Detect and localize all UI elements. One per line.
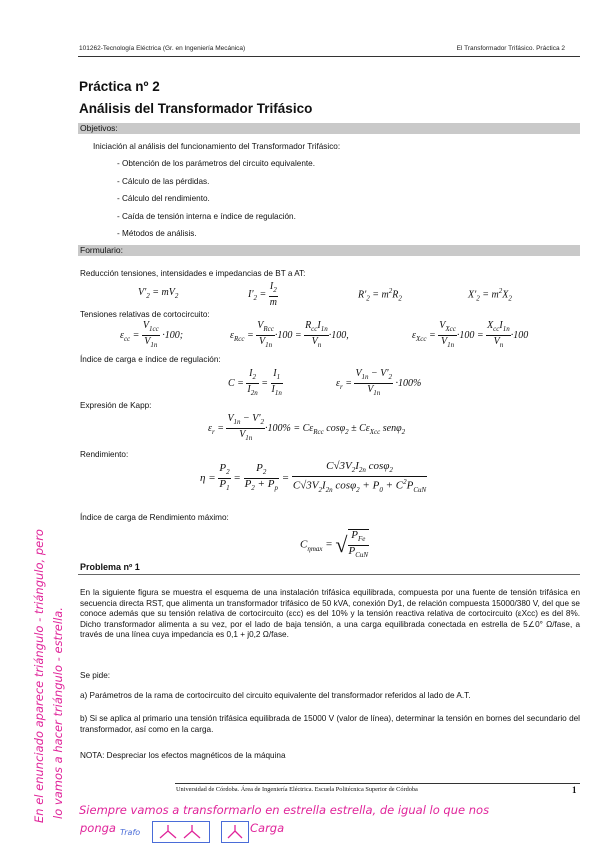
label-indice-carga: Índice de carga e índice de regulación: — [80, 355, 221, 364]
formula-cmax: $C_{\eta max}$ = √ $\frac{P_{Fe}}{P_{CuN}}$ — [300, 529, 369, 560]
objetivo-item: - Caída de tensión interna e índice de regulación. — [117, 212, 296, 221]
title-analisis: Análisis del Transformador Trifásico — [79, 101, 313, 116]
label-reduccion: Reducción tensiones, intensidades e impedancias de BT a AT: — [80, 269, 306, 278]
problema-pide: Se pide: — [80, 671, 111, 680]
label-indice-max: Índice de carga de Rendimiento máximo: — [80, 513, 229, 522]
problema-rule — [78, 574, 580, 575]
page-number: 1 — [572, 785, 577, 795]
star-load-icon — [224, 823, 246, 841]
bottom-note-line1: Siempre vamos a transformarlo en estrella estrella, de igual lo que nos — [79, 803, 490, 817]
margin-note-line1: En el enunciado aparece triángulo - triángulo, pero — [32, 529, 46, 823]
objetivo-item: - Métodos de análisis. — [117, 229, 197, 238]
objetivo-item: - Cálculo del rendimiento. — [117, 194, 210, 203]
label-kapp: Expresión de Kapp: — [80, 401, 152, 410]
bottom-note-carga: Carga — [250, 821, 285, 835]
formula-excc: $\varepsilon_{Xcc}$ = $\frac{V_{Xcc}}{V_{1n}}$ ·100 = $\frac{X_{cc}I_{1n}}{V_n}$ ·100 — [412, 320, 529, 349]
formula-kapp: $\varepsilon_r$ = $\frac{V_{1n} - V'_2}{V_{1n}}$ $\cdot 100\% = C\varepsilon_{Rcc}$ $\cos\varphi_2 \pm C\varepsilon_{Xcc}$ senφ$_2$ — [208, 413, 406, 442]
formula-r-reduction: $R'_2 = m^2R_2$ — [358, 287, 402, 303]
formula-load-index: C = $\frac{I_2}{I_{2n}}$ = $\frac{I_1}{I_{1n}}$ — [228, 368, 282, 397]
formula-efficiency: η = $\frac{P_2}{P_1}$ = $\frac{P_2}{P_2 + P_p}$ = $\frac{C√3V_2I_{2n} \cos\varphi_2}{C√3V_2I_{2n} \cos\varphi_2 + P_0 + C^2P_{CuN}}$ — [200, 460, 427, 495]
header-right: El Transformador Trifásico. Práctica 2 — [456, 45, 565, 52]
problema-nota: NOTA: Despreciar los efectos magnéticos de la máquina — [80, 751, 286, 760]
formula-ecc: $\varepsilon_{cc}$ = $\frac{V_{1cc}}{V_{1n}}$ ·100; — [120, 320, 184, 349]
problema-apartado-b: b) Si se aplica al primario una tensión trifásica equilibrada de 15000 V (valor de línea), determinar la tensión en bornes del secundario del transformador, así como en la carga. — [80, 714, 580, 734]
section-formulario: Formulario: — [78, 245, 580, 256]
formula-x-reduction: $X'_2 = m^2X_2$ — [468, 287, 512, 303]
bottom-note-ponga: ponga — [80, 821, 116, 835]
formula-v-reduction: $V'_2 = mV_2$ — [138, 287, 179, 300]
label-rendimiento: Rendimiento: — [80, 450, 129, 459]
problema-enunciado: En la siguiente figura se muestra el esquema de una instalación trifásica equilibrada, compuesta por una fuente de tensión trifásica en secuencia directa RST, que alimenta un transformador trifásico de 50 kVA, conexión Dy1, de relación compuesta 15000/380 V, del que se conoce además que su tensión relativa de cortocircuito (εcc) es del 10% y la tensión reactiva relativa de cortocircuito (εXcc) es del 8%. Dicho transformador alimenta a su vez, por el lado de baja tensión, a una carga equilibrada conectada en estrella de 5∠0° Ω/fase, a través de una línea cuya impedancia es 0,1 + j0,2 Ω/fase. — [80, 588, 580, 640]
bottom-note-trafo: Trafo — [120, 828, 141, 837]
footer-rule — [175, 783, 580, 784]
problema-apartado-a: a) Parámetros de la rama de cortocircuito del circuito equivalente del transformador referidos al lado de A.T. — [80, 691, 471, 700]
header-rule — [78, 56, 580, 57]
formula-ercc: $\varepsilon_{Rcc}$ = $\frac{V_{Rcc}}{V_{1n}}$ ·100 = $\frac{R_{cc}I_{1n}}{V_n}$ ·100, — [230, 320, 349, 349]
formula-i-reduction: $I'_2$ = $\frac{I_2}{m}$ — [248, 281, 277, 308]
section-objetivos: Objetivos: — [78, 123, 580, 134]
star-star-icon — [155, 823, 207, 841]
header-left: 101262-Tecnología Eléctrica (Gr. en Ingeniería Mecánica) — [79, 45, 246, 52]
label-tensiones-cc: Tensiones relativas de cortocircuito: — [80, 310, 210, 319]
title-practica: Práctica nº 2 — [79, 79, 160, 94]
footer-text: Universidad de Córdoba. Área de Ingeniería Eléctrica. Escuela Politécnica Superior de Córdoba — [176, 786, 418, 793]
section-problema: Problema nº 1 — [80, 562, 140, 572]
margin-note-line2: lo vamos a hacer triángulo - estrella. — [51, 607, 65, 819]
formula-regulation: $\varepsilon_r$ = $\frac{V_{1n} - V'_2}{V_{1n}}$ ·100% — [336, 368, 422, 397]
objetivos-intro: Iniciación al análisis del funcionamiento del Transformador Trifásico: — [93, 142, 341, 151]
objetivo-item: - Cálculo de las pérdidas. — [117, 177, 210, 186]
objetivo-item: - Obtención de los parámetros del circuito equivalente. — [117, 159, 315, 168]
